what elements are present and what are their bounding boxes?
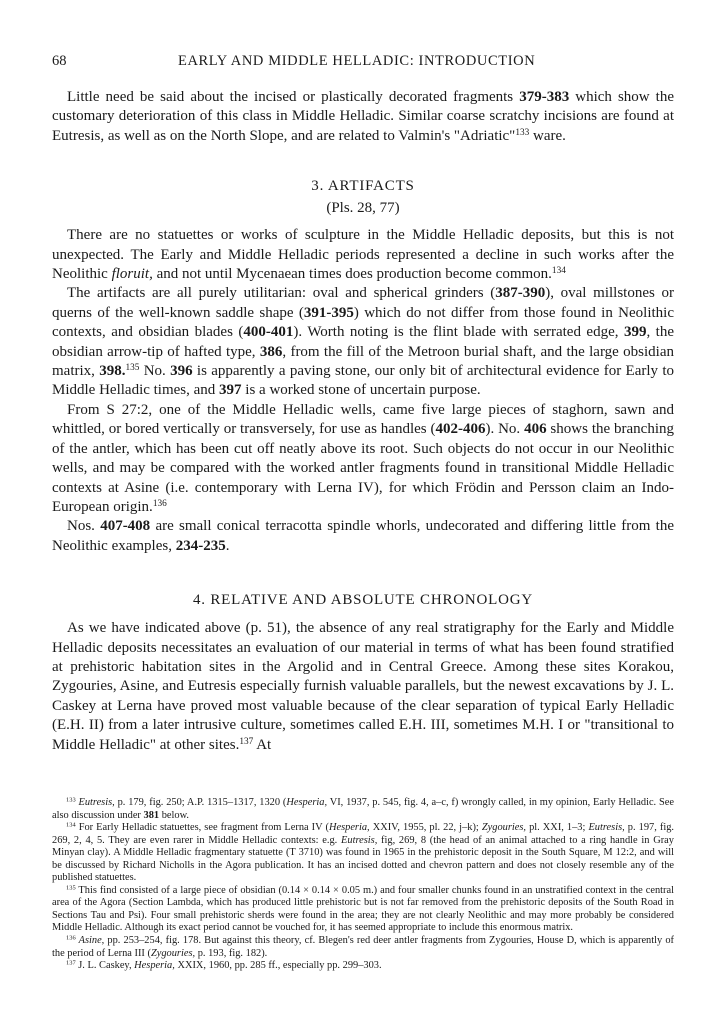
catalogue-number: 386 (259, 343, 283, 360)
text-run: , the obsidian arrow-tip of hafted type, (52, 324, 674, 360)
text-run: is a worked stone of uncertain purpose. (241, 382, 481, 399)
section-heading-chronology: 4. RELATIVE AND ABSOLUTE CHRONOLOGY (192, 592, 534, 609)
footnote-number: 137 (66, 959, 76, 967)
italic-citation: Eutresis, (341, 834, 378, 846)
text-run: pp. 253–254, fig. 178. But against this theory, cf. Blegen's red deer antler fragments from Zygouries, House D, which is apparently of the period of Lerna III ( (52, 935, 674, 959)
text-run: ). Worth noting is the flint blade with serrated edge, (293, 324, 624, 341)
catalogue-number: 391-395 (303, 304, 354, 321)
text-run: There are no statuettes or works of sculpture in the Middle Helladic deposits, but this is not unexpected. The Early and Middle Helladic periods represented a decline in such works after the Neolithic (52, 227, 674, 283)
paragraph-incised-fragments (52, 88, 674, 146)
text-run: For Early Helladic statuettes, see fragment from Lerna IV ( (75, 822, 329, 834)
catalogue-number: 406 (524, 421, 547, 438)
catalogue-number: 399 (623, 324, 647, 341)
text-run: J. L. Caskey, (75, 960, 135, 972)
footnote-ref: 134 (551, 265, 566, 276)
text-run: VI, 1937, p. 545, fig. 4, a–c, f) wrongly called, in my opinion, Early Helladic. See also discussion under (52, 797, 674, 821)
page-header (52, 53, 674, 73)
text-run: The artifacts are all purely utilitarian: oval and spherical grinders ( (67, 285, 496, 302)
italic-citation: Asine, (75, 935, 105, 947)
text-run: No. (139, 363, 171, 380)
footnote-number: 133 (66, 796, 76, 804)
catalogue-number: 234-235 (175, 537, 226, 554)
footnote-number: 135 (66, 884, 76, 892)
catalogue-number: 387-390 (495, 285, 546, 302)
text-run: This find consisted of a large piece of obsidian (0.14 × 0.14 × 0.05 m.) and four smaller chunks found in an unstratified context in the central area of the Agora (Section Lambda, which has produced little prehistoric but is not far removed from the prehistoric deposits of the South Road in Sections Tau and Psi). Four small prehistoric sherds were found in the area; they are not clearly Neolithic and may more probably be considered Middle Helladic. Although its exact period cannot be vouched for, it has seemed appropriate to include this enormous matrix. (52, 884, 674, 934)
italic-citation: Eutresis, (588, 822, 625, 834)
paragraph-statuettes (52, 226, 674, 284)
text-run: is apparently a paving stone, our only bit of architectural evidence for Early to Middle Helladic times, and (52, 363, 674, 399)
italic-citation: Hesperia, (286, 797, 328, 808)
text-run: p. 179, fig. 250; A.P. 1315–1317, 1320 ( (114, 797, 287, 808)
catalogue-number: 402-406 (435, 421, 486, 438)
footnote-137 (52, 960, 674, 973)
text-run: XXIX, 1960, pp. 285 ff., especially pp. 299–303. (174, 960, 382, 972)
text-run: , from the fill of the Metroon burial shaft, and the large obsidian matrix, (52, 343, 674, 380)
text-run: Nos. (67, 518, 101, 535)
catalogue-number: 396 (170, 363, 193, 380)
text-run: shows the branching of the antler, which has been cut off neatly above its root. Such objects do not occur in our Neolithic wells, and may be compared with the worked antler fragments found in transitional Middle Helladic contexts at Asine (i.e. contemporary with Lerna IV), for which Frödin and Persson claim an Indo-European origin. (52, 421, 674, 515)
footnote-number: 134 (66, 821, 76, 829)
footnote-136 (52, 935, 674, 960)
text-run: pl. XXI, 1–3; (526, 822, 589, 834)
section-plates-reference: (Pls. 28, 77) (326, 200, 400, 217)
text-run: ware. (529, 127, 566, 144)
footnotes (52, 797, 674, 973)
catalogue-number: 398. (99, 363, 126, 380)
running-head: EARLY AND MIDDLE HELLADIC: INTRODUCTION (178, 53, 536, 69)
catalogue-number: 379-383 (519, 89, 570, 105)
footnote-ref: 135 (125, 362, 140, 373)
main-text (52, 88, 674, 755)
text-run: At (253, 736, 272, 753)
paragraph-chronology (52, 619, 674, 755)
italic-citation: Zygouries, (150, 947, 196, 959)
catalogue-number: 381 (143, 809, 160, 821)
text-run: As we have indicated above (p. 51), the absence of any real stratigraphy for the Early and Middle Helladic deposits necessitates an evaluation of our material in terms of what has been found stratified at prehistoric habitation sites in the Argolid and in Central Greece. Among these sites Korakou, Zygouries, Asine, and Eutresis especially furnish valuable parallels, but the newest excavations by J. L. Caskey at Lerna have proved most valuable because of the clear separation of typical Early Helladic (E.H. II) from a later intrusive culture, sometimes called E.H. III, sometimes M.H. I or "transitional to Middle Helladic" at other sites. (52, 620, 674, 753)
text-run: ). No. (485, 421, 525, 438)
text-run: are small conical terracotta spindle whorls, undecorated and differing little from the Neolithic examples, (52, 518, 675, 554)
text-run: p. 193, fig. 182). (195, 947, 268, 959)
footnote-ref: 133 (515, 127, 530, 138)
italic-citation: Eutresis, (75, 797, 115, 808)
text-run: From S 27:2, one of the Middle Helladic wells, came five large pieces of staghorn, sawn and whittled, or bored vertically or transversely, for use as handles ( (52, 401, 674, 438)
catalogue-number: 400-401 (243, 324, 294, 341)
page-number: 68 (52, 53, 67, 69)
text-run: fig, 269, 8 (the head of an animal attached to a ring handle in Gray Minyan clay). A Middle Helladic fragmentary statuette (T 3710) was found in 1965 in the prehistoric deposit in the South Square, M 12:2, and will be discussed by Richard Nicholls in the Agora publication. It has an incised dotted and chevron pattern and does not closely resemble any of the published statuettes. (52, 834, 674, 884)
text-run: which show the customary deterioration of this class in Middle Helladic. Similar coarse scratchy incisions are found at Eutresis, as well as on the North Slope, and are related to Valmin's "Adriatic" (52, 89, 674, 144)
text-run: and not until Mycenaean times does production become common. (152, 266, 552, 283)
footnote-135 (52, 885, 674, 935)
paragraph-utilitarian-artifacts (52, 284, 674, 400)
text-run: XXIV, 1955, pl. 22, j–k); (369, 822, 482, 834)
italic-citation: Hesperia, (328, 822, 370, 834)
footnote-133 (52, 797, 674, 822)
text-run: ), oval millstones or querns of the well-known saddle shape ( (52, 285, 674, 321)
italic-citation: Zygouries, (481, 822, 527, 834)
text-run: ) which do not differ from those found in Neolithic contexts, and obsidian blades ( (52, 304, 674, 341)
paragraph-staghorn-handles (52, 401, 674, 517)
footnote-134 (52, 822, 674, 885)
italic-citation: Hesperia, (134, 960, 175, 972)
italic-term: floruit, (111, 266, 153, 283)
section-heading-artifacts: 3. ARTIFACTS (311, 178, 415, 195)
text-run: p. 197, fig. 269, 2, 4, 5. They are even rarer in Middle Helladic contexts: e.g. (52, 822, 674, 846)
text-run: . (225, 537, 230, 554)
text-run: Little need be said about the incised or plastically decorated fragments (67, 89, 520, 105)
paragraph-spindle-whorls (52, 517, 674, 556)
text-run: below. (159, 809, 190, 821)
footnote-ref: 137 (239, 736, 254, 747)
footnote-number: 136 (66, 934, 76, 942)
catalogue-number: 397 (219, 382, 242, 399)
catalogue-number: 407-408 (100, 518, 151, 535)
footnote-ref: 136 (152, 498, 167, 509)
